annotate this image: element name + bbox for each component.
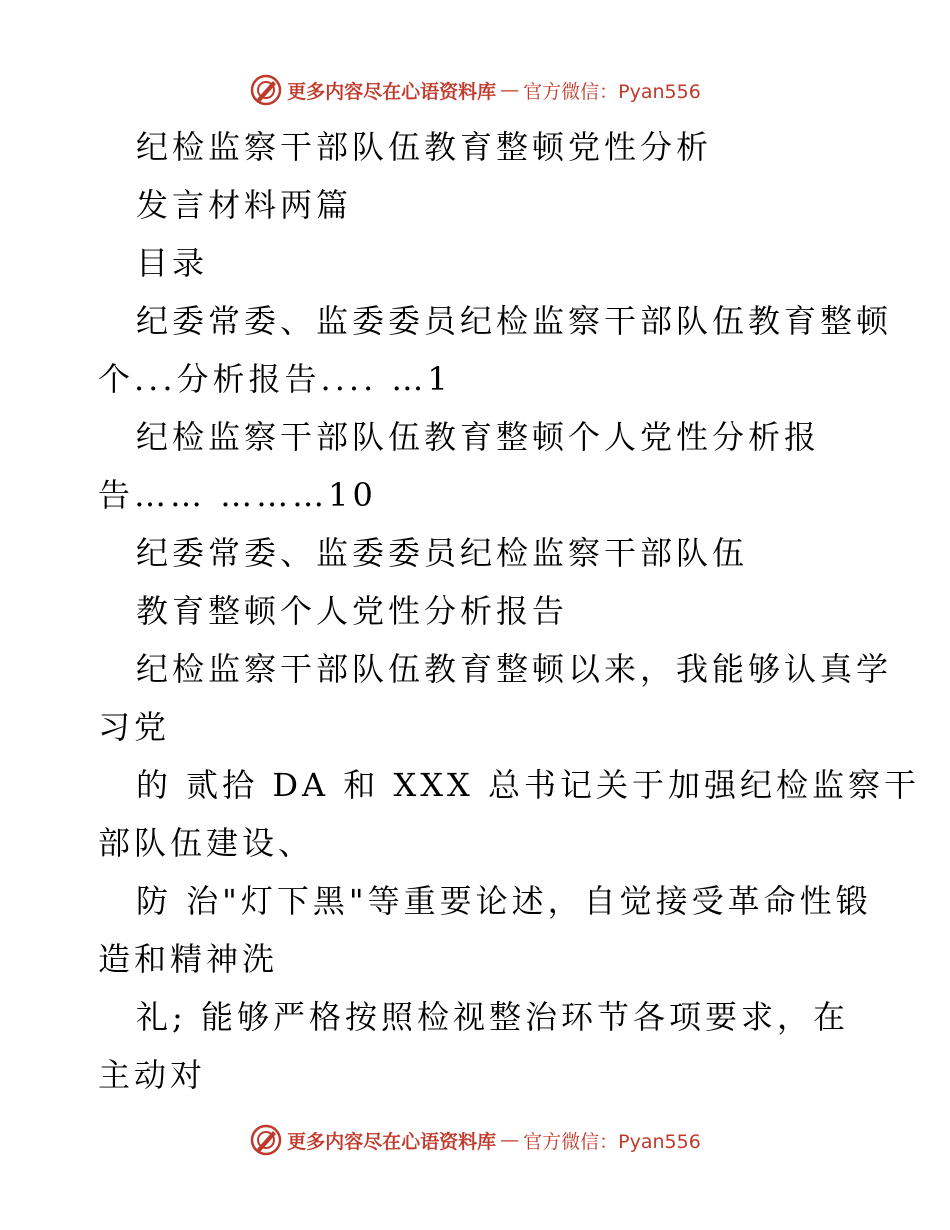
paragraph-line: 造和精神洗 xyxy=(98,940,279,978)
pen-logo-icon xyxy=(249,1123,283,1157)
paragraph-line: 习党 xyxy=(98,708,171,746)
document-body xyxy=(98,118,920,1104)
watermark-brand: 更多内容尽在心语资料库 xyxy=(287,80,497,103)
paragraph-line: 礼; 能够严格按照检视整治环节各项要求，在 xyxy=(136,998,849,1036)
toc-entry-2-line-2: 告…… ………10 xyxy=(98,476,377,514)
doc-title-line-2: 发言材料两篇 xyxy=(136,186,353,224)
paragraph-line: 主动对 xyxy=(98,1056,207,1094)
paragraph-line: 纪检监察干部队伍教育整顿以来，我能够认真学 xyxy=(136,650,893,688)
paragraph-line: 的 贰拾 DA 和 XXX 总书记关于加强纪检监察干 xyxy=(136,766,920,804)
pen-logo-icon xyxy=(249,73,283,107)
watermark-separator: — xyxy=(500,79,520,101)
watermark-separator: — xyxy=(500,1129,520,1151)
section-title-line-2: 教育整顿个人党性分析报告 xyxy=(136,592,569,630)
toc-entry-1-line-2: 个...分析报告.... …1 xyxy=(98,360,452,398)
section-title-line-1: 纪委常委、监委委员纪检监察干部队伍 xyxy=(136,534,749,572)
toc-entry-2-line-1: 纪检监察干部队伍教育整顿个人党性分析报 xyxy=(136,418,821,456)
toc-entry-1-line-1: 纪委常委、监委委员纪检监察干部队伍教育整顿 xyxy=(136,302,893,340)
footer-watermark xyxy=(0,1120,950,1160)
watermark-contact: 官方微信：Pyan556 xyxy=(523,1130,701,1153)
watermark-brand: 更多内容尽在心语资料库 xyxy=(287,1130,497,1153)
paragraph-line: 部队伍建设、 xyxy=(98,824,315,862)
header-watermark xyxy=(0,70,950,110)
toc-heading: 目录 xyxy=(136,244,209,282)
paragraph-line: 防 治"灯下黑"等重要论述，自觉接受革命性锻 xyxy=(136,882,872,920)
watermark-contact: 官方微信：Pyan556 xyxy=(523,80,701,103)
doc-title-line-1: 纪检监察干部队伍教育整顿党性分析 xyxy=(136,128,713,166)
